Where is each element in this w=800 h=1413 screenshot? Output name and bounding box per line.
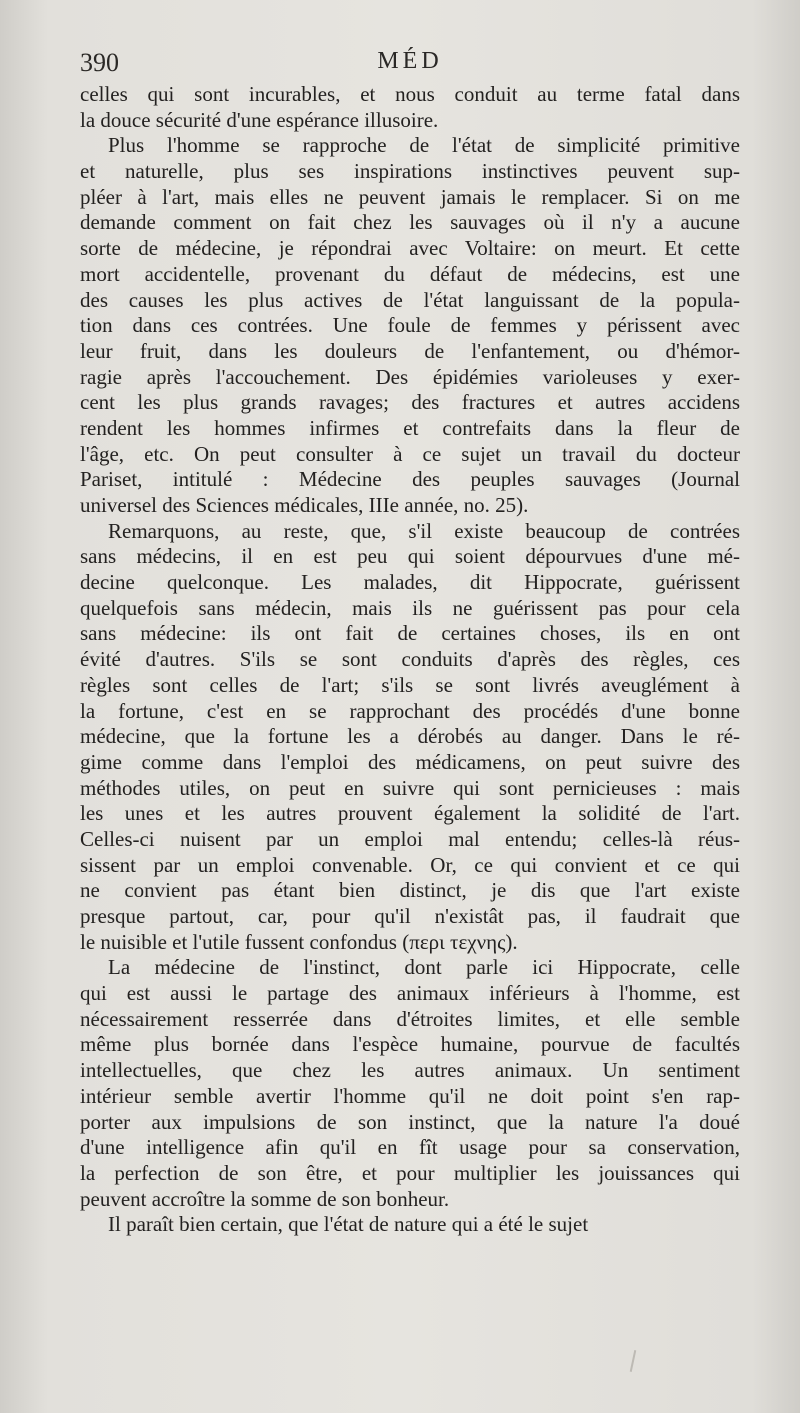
text-line: sorte de médecine, je répondrai avec Voltaire: on meurt. Et cette bbox=[80, 236, 740, 261]
text-line: la douce sécurité d'une espérance illusoire. bbox=[80, 107, 439, 132]
text-line: demande comment on fait chez les sauvages où il n'y a aucune bbox=[80, 210, 740, 235]
text-line: la perfection de son être, et pour multiplier les jouissances qui bbox=[80, 1160, 740, 1185]
running-head: MÉD bbox=[377, 48, 443, 74]
text-line: mort accidentelle, provenant du défaut de médecins, est une bbox=[80, 261, 740, 286]
text-line: gime comme dans l'emploi des médicamens, on peut suivre des bbox=[80, 749, 740, 774]
text-line: même plus bornée dans l'espèce humaine, pourvue de facultés bbox=[80, 1032, 740, 1057]
text-line: decine quelconque. Les malades, dit Hippocrate, guérissent bbox=[80, 570, 740, 595]
text-line: ragie après l'accouchement. Des épidémies varioleuses y exer- bbox=[80, 364, 740, 389]
paragraph-p3 bbox=[80, 519, 740, 956]
text-line: pléer à l'art, mais elles ne peuvent jamais le remplacer. Si on me bbox=[80, 184, 740, 209]
text-line: d'une intelligence afin qu'il en fît usage pour sa conservation, bbox=[80, 1135, 740, 1160]
text-line: ne convient pas étant bien distinct, je dis que l'art existe bbox=[80, 878, 740, 903]
paragraph-p1 bbox=[80, 82, 740, 133]
text-line: Pariset, intitulé : Médecine des peuples sauvages (Journal bbox=[80, 467, 740, 492]
text-line: sans médecine: ils ont fait de certaines choses, ils en ont bbox=[80, 621, 740, 646]
text-line: règles sont celles de l'art; s'ils se sont livrés aveuglément à bbox=[80, 672, 740, 697]
text-line: Plus l'homme se rapproche de l'état de simplicité primitive bbox=[108, 133, 740, 158]
text-line: qui est aussi le partage des animaux inférieurs à l'homme, est bbox=[80, 981, 740, 1006]
paragraph-p5 bbox=[80, 1212, 740, 1238]
text-line: évité d'autres. S'ils se sont conduits d'après des règles, ces bbox=[80, 647, 740, 672]
text-line: Remarquons, au reste, que, s'il existe beaucoup de contrées bbox=[108, 518, 740, 543]
text-line: leur fruit, dans les douleurs de l'enfantement, ou d'hémor- bbox=[80, 338, 740, 363]
text-line: Celles-ci nuisent par un emploi mal entendu; celles-là réus- bbox=[80, 826, 740, 851]
text-line: intellectuelles, que chez les autres animaux. Un sentiment bbox=[80, 1058, 740, 1083]
text-line: rendent les hommes infirmes et contrefaits dans la fleur de bbox=[80, 415, 740, 440]
text-line: quelquefois sans médecin, mais ils ne guérissent pas pour cela bbox=[80, 595, 740, 620]
paragraph-p4 bbox=[80, 955, 740, 1212]
text-line: l'âge, etc. On peut consulter à ce sujet un travail du docteur bbox=[80, 441, 740, 466]
paragraph-p2 bbox=[80, 133, 740, 518]
text-line: celles qui sont incurables, et nous conduit au terme fatal dans bbox=[80, 82, 740, 106]
text-line: sans médecins, il en est peu qui soient dépourvues d'une mé- bbox=[80, 544, 740, 569]
text-line: méthodes utiles, on peut en suivre qui sont pernicieuses : mais bbox=[80, 775, 740, 800]
text-line: nécessairement resserrée dans d'étroites limites, et elle semble bbox=[80, 1006, 740, 1031]
scan-mark bbox=[630, 1350, 637, 1372]
text-line: cent les plus grands ravages; des fractures et autres accidens bbox=[80, 390, 740, 415]
text-line: porter aux impulsions de son instinct, que la nature l'a doué bbox=[80, 1109, 740, 1134]
page-number: 390 bbox=[80, 48, 119, 77]
text-line: des causes les plus actives de l'état languissant de la popula- bbox=[80, 287, 740, 312]
text-line: et naturelle, plus ses inspirations instinctives peuvent sup- bbox=[80, 159, 740, 184]
text-line: presque partout, car, pour qu'il n'existât pas, il faudrait que bbox=[80, 904, 740, 928]
text-line: tion dans ces contrées. Une foule de femmes y périssent avec bbox=[80, 313, 740, 338]
body-text bbox=[80, 82, 740, 1238]
text-line: La médecine de l'instinct, dont parle ici Hippocrate, celle bbox=[108, 955, 740, 980]
text-line: les unes et les autres prouvent également la solidité de l'art. bbox=[80, 801, 740, 826]
text-line: le nuisible et l'utile fussent confondus (περι τεχνης). bbox=[80, 929, 518, 954]
text-line: sissent par un emploi convenable. Or, ce qui convient et ce qui bbox=[80, 852, 740, 877]
text-line: peuvent accroître la somme de son bonheur. bbox=[80, 1186, 450, 1211]
text-line: intérieur semble avertir l'homme qu'il ne doit point s'en rap- bbox=[80, 1083, 740, 1108]
text-line: la fortune, c'est en se rapprochant des procédés d'une bonne bbox=[80, 698, 740, 723]
text-line: universel des Sciences médicales, IIIe année, no. 25). bbox=[80, 493, 529, 517]
page-header bbox=[80, 48, 740, 84]
text-line: médecine, que la fortune les a dérobés au danger. Dans le ré- bbox=[80, 724, 740, 749]
text-line: Il paraît bien certain, que l'état de nature qui a été le sujet bbox=[108, 1212, 589, 1237]
